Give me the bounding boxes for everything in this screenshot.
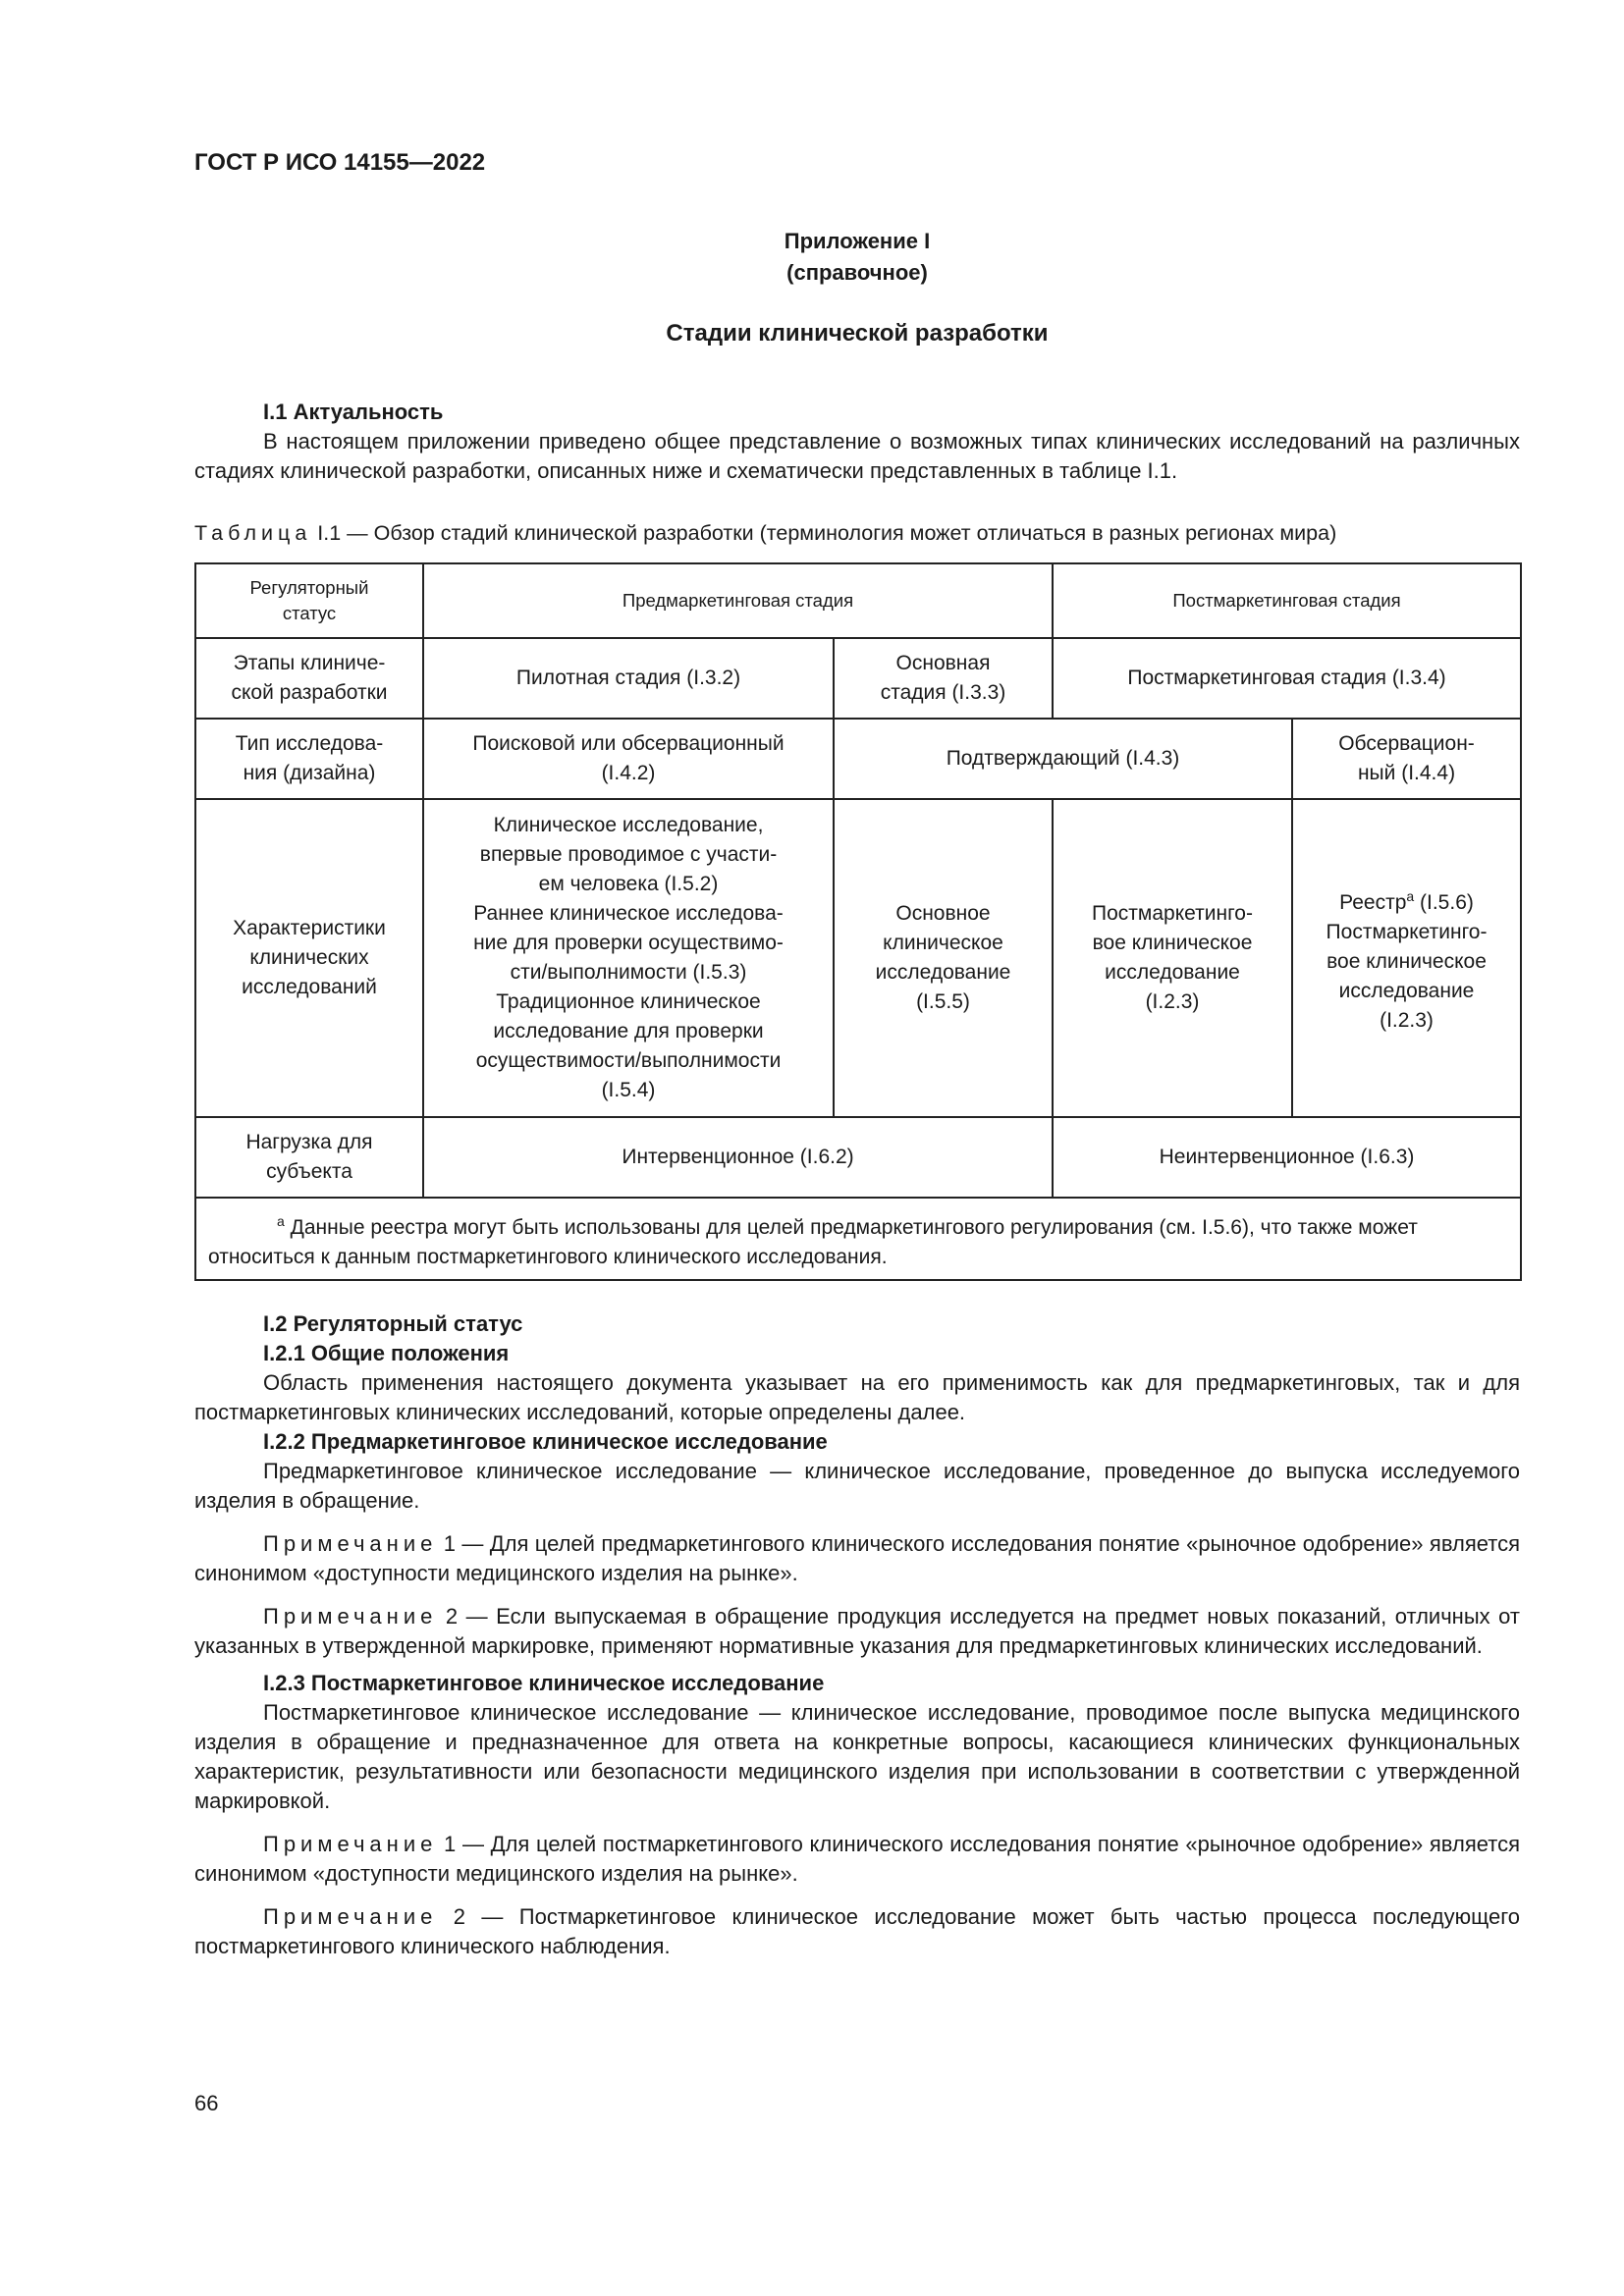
note-label: Примечание — [263, 1832, 438, 1856]
registry-label: Реестр — [1339, 890, 1407, 914]
paragraph: Область применения настоящего документа указывает на его применимость как для предмаркетинговых, так и для постмаркетинговых клинических исследований, которые определены далее. — [194, 1370, 1520, 1424]
section-heading: I.1 Актуальность — [263, 400, 444, 424]
table-row — [195, 1117, 1521, 1198]
subsection-heading: I.2.1 Общие положения — [263, 1341, 510, 1365]
table-cell: Характеристики клинических исследований — [195, 799, 423, 1117]
table-cell: Основное клиническое исследование (I.5.5) — [834, 799, 1053, 1117]
section-i2 — [194, 1309, 1520, 1961]
table-cell: Интервенционное (I.6.2) — [423, 1117, 1053, 1198]
note — [194, 1602, 1520, 1661]
table-cell: Основная стадия (I.3.3) — [834, 638, 1053, 719]
page-title: Стадии клинической разработки — [666, 320, 1049, 347]
note-text: 2 — Постмаркетинговое клиническое исследование может быть частью процесса последующего постмаркетингового клинического наблюдения. — [194, 1904, 1520, 1958]
table-caption-text: I.1 — Обзор стадий клинической разработки (терминология может отличаться в разных регионах мира) — [311, 521, 1337, 545]
registry-rest: (I.5.6) Постмаркетинго- вое клиническое исследование (I.2.3) — [1326, 890, 1488, 1032]
note-label: Примечание — [263, 1904, 438, 1929]
subsection-heading: I.2.3 Постмаркетинговое клиническое исследование — [263, 1671, 825, 1695]
note-label: Примечание — [263, 1531, 438, 1556]
table-footnote — [195, 1198, 1521, 1280]
note — [194, 1902, 1520, 1961]
table-cell: Тип исследова- ния (дизайна) — [195, 719, 423, 799]
table-cell — [1292, 799, 1521, 1117]
paragraph: Постмаркетинговое клиническое исследование — клиническое исследование, проводимое после выпуска медицинского изделия в обращение и предназначенное для ответа на конкретные вопросы, касающиеся клинических функциональных характеристик, результативности или безопасности медицинского изделия при использовании в соответствии с утвержденной маркировкой. — [194, 1700, 1520, 1813]
table-caption — [194, 521, 1520, 546]
table-row — [195, 563, 1521, 638]
document-header: ГОСТ Р ИСО 14155—2022 — [194, 149, 486, 176]
note-text: 2 — Если выпускаемая в обращение продукция исследуется на предмет новых показаний, отличных от указанных в утвержденной маркировке, применяют нормативные указания для предмаркетинговых клинических исследований. — [194, 1604, 1520, 1658]
table-cell: Этапы клиниче- ской разработки — [195, 638, 423, 719]
table-cell: Нагрузка для субъекта — [195, 1117, 423, 1198]
table-caption-label: Таблица — [194, 521, 312, 545]
paragraph: Предмаркетинговое клиническое исследование — клиническое исследование, проведенное до выпуска исследуемого изделия в обращение. — [194, 1459, 1520, 1513]
footnote-ref: a — [1406, 887, 1415, 904]
table-row — [195, 638, 1521, 719]
table-row — [195, 719, 1521, 799]
note — [194, 1830, 1520, 1889]
table-cell: Клиническое исследование, впервые проводимое с участи- ем человека (I.5.2) Раннее клиническое исследова- ние для проверки осуществимо- сти/выполнимости (I.5.3) Традиционное клиническое исследование для проверки осуществимости/выполнимости (I.5.4) — [423, 799, 834, 1117]
note-text: 1 — Для целей предмаркетингового клинического исследования понятие «рыночное одобрение» является синонимом «доступности медицинского изделия на рынке». — [194, 1531, 1520, 1585]
annex-title — [194, 226, 1520, 289]
footnote-text: Данные реестра могут быть использованы для целей предмаркетингового регулирования (см. I.5.6), что также может относиться к данным постмаркетингового клинического исследования. — [208, 1215, 1418, 1268]
table-cell: Пилотная стадия (I.3.2) — [423, 638, 834, 719]
stages-table — [194, 562, 1522, 1281]
table-cell: Регуляторный статус — [195, 563, 423, 638]
table-cell: Постмаркетинго- вое клиническое исследование (I.2.3) — [1053, 799, 1292, 1117]
paragraph: В настоящем приложении приведено общее представление о возможных типах клинических исследований на различных стадиях клинической разработки, описанных ниже и схематически представленных в таблице I.1. — [194, 429, 1520, 483]
note-text: 1 — Для целей постмаркетингового клинического исследования понятие «рыночное одобрение» является синонимом «доступности медицинского изделия на рынке». — [194, 1832, 1520, 1886]
annex-label: Приложение I — [784, 229, 931, 253]
table-cell: Предмаркетинговая стадия — [423, 563, 1053, 638]
table-cell: Поисковой или обсервационный (I.4.2) — [423, 719, 834, 799]
table-cell: Обсервацион- ный (I.4.4) — [1292, 719, 1521, 799]
annex-kind: (справочное) — [786, 260, 928, 285]
note-label: Примечание — [263, 1604, 438, 1629]
table-cell: Неинтервенционное (I.6.3) — [1053, 1117, 1521, 1198]
table-row — [195, 799, 1521, 1117]
section-i1 — [194, 398, 1520, 486]
note — [194, 1529, 1520, 1588]
table-cell: Постмаркетинговая стадия (I.3.4) — [1053, 638, 1521, 719]
page-number: 66 — [194, 2091, 219, 2115]
subsection-heading: I.2.2 Предмаркетинговое клиническое исследование — [263, 1429, 828, 1454]
table-cell: Постмаркетинговая стадия — [1053, 563, 1521, 638]
section-heading: I.2 Регуляторный статус — [263, 1311, 523, 1336]
footnote-mark: a — [277, 1212, 285, 1229]
table-cell: Подтверждающий (I.4.3) — [834, 719, 1292, 799]
table-footnote-row — [195, 1198, 1521, 1280]
